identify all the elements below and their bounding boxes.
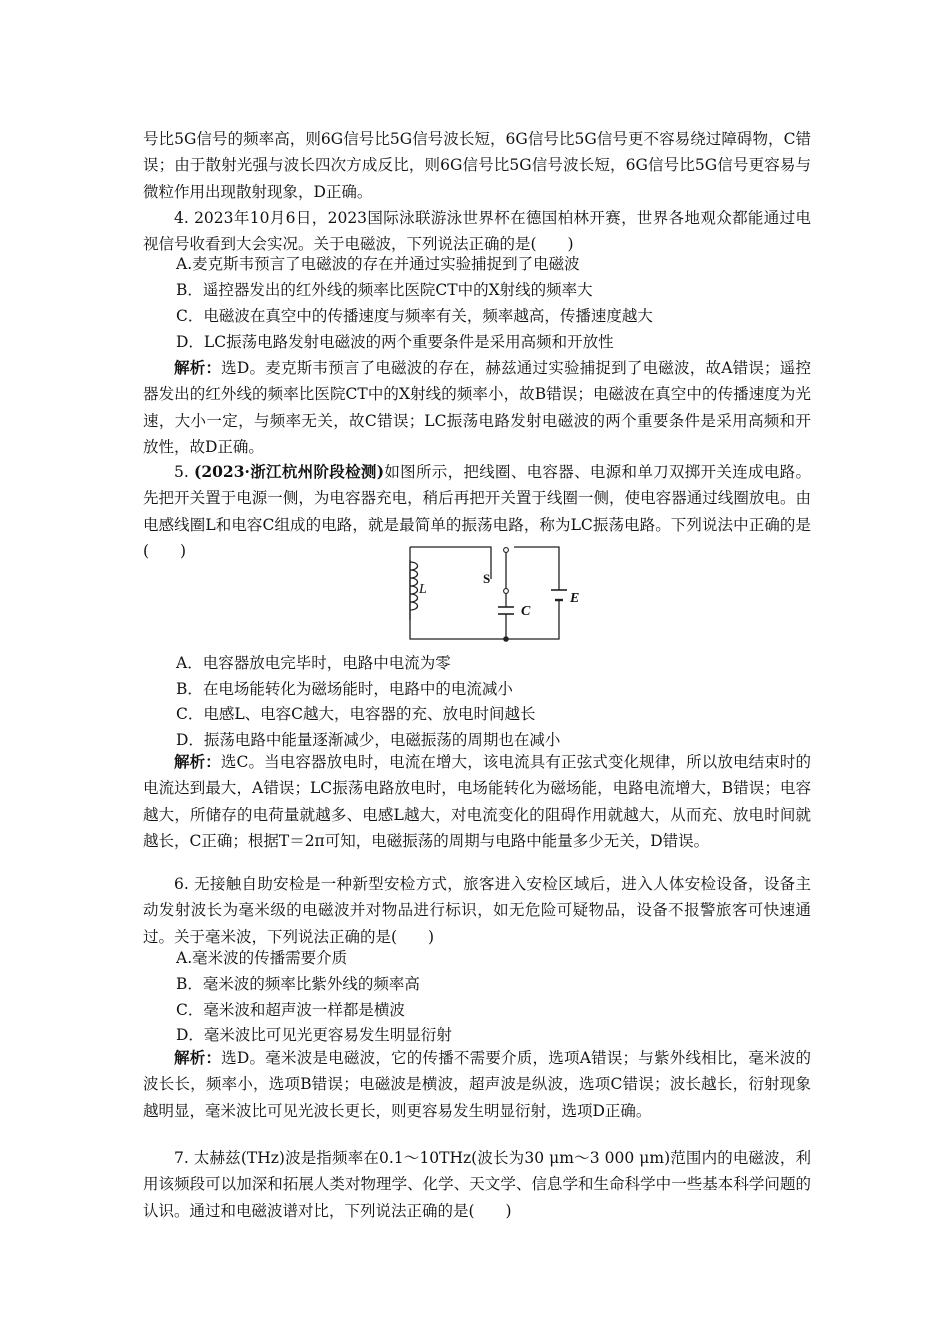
question-6-analysis <box>143 1045 811 1124</box>
question-5-option-d: D．振荡电路中能量逐渐减少，电磁振荡的周期也在减小 <box>176 731 561 749</box>
label-e: E <box>570 591 580 606</box>
lc-circuit-diagram <box>396 542 580 646</box>
previous-analysis-continuation: 号比5G信号的频率高，则6G信号比5G信号波长短，6G信号比5G信号更不容易绕过障碍物，C错误；由于散射光强与波长四次方成反比，则6G信号比5G信号波长短，6G信号比5G信号更容易与微粒作用出现散射现象，D正确。 <box>143 130 811 201</box>
wire-top-left <box>410 547 491 579</box>
wire-top-right <box>514 547 559 590</box>
question-6-option-d: D．毫米波比可见光更容易发生明显衍射 <box>176 1026 452 1044</box>
question-4-option-b: B．遥控器发出的红外线的频率比医院CT中的X射线的频率大 <box>176 281 593 299</box>
analysis-text: 选C。当电容器放电时，电流在增大，该电流具有正弦式变化规律，所以放电结束时的电流达到最大，A错误；LC振荡电路放电时，电场能转化为磁场能，电路电流增大，B错误；电容越大，所储存的电荷量就越多、电感L越大，对电流变化的阻碍作用就越大，从而充、放电时间就越长，C正确；根据T＝2π可知，电磁振荡的周期与电路中能量多少无关，D错误。 <box>143 753 811 851</box>
question-4-option-c: C．电磁波在真空中的传播速度与频率有关，频率越高，传播速度越大 <box>176 307 653 325</box>
switch-contact <box>504 589 509 594</box>
question-5-analysis <box>143 749 811 855</box>
question-5-text: 如图所示，把线圈、电容器、电源和单刀双掷开关连成电路。先把开关置于电源一侧，为电容器充电，稍后再把开关置于线圈一侧，使电容器通过线圈放电。由电感线圈L和电容C组成的电路，就是最简单的振荡电路，称为LC振荡电路。下列说法中正确的是( ) <box>143 463 811 561</box>
label-l: L <box>419 582 427 597</box>
label-c: C <box>521 604 531 619</box>
question-5-source: (2023·浙江杭州阶段检测) <box>194 462 385 481</box>
question-4-analysis <box>143 355 811 461</box>
question-4-stem: 4. 2023年10月6日，2023国际泳联游泳世界杯在德国柏林开赛，世界各地观众都能通过电视信号收看到大会实况。关于电磁波，下列说法正确的是( ) <box>143 209 811 254</box>
inductor-coil <box>410 562 418 610</box>
question-4-option-a: A.麦克斯韦预言了电磁波的存在并通过实验捕捉到了电磁波 <box>176 255 580 273</box>
question-6-option-c: C．毫米波和超声波一样都是横波 <box>176 1001 405 1019</box>
question-7-stem: 7. 太赫兹(THz)波是指频率在0.1～10THz(波长为30 μm～3 000 μm)范围内的电磁波，利用该频段可以加深和拓展人类对物理学、化学、天文学、信息学和生命科学中一些基本科学问题的认识。通过和电磁波谱对比，下列说法正确的是( ) <box>143 1149 811 1220</box>
question-6-option-b: B．毫米波的频率比紫外线的频率高 <box>176 975 420 993</box>
question-4-option-d: D．LC振荡电路发射电磁波的两个重要条件是采用高频和开放性 <box>176 333 614 351</box>
analysis-label: 解析： <box>174 1048 222 1067</box>
analysis-text: 选D。毫米波是电磁波，它的传播不需要介质，选项A错误；与紫外线相比，毫米波的波长长，频率小，选项B错误；电磁波是横波，超声波是纵波，选项C错误；波长越长，衍射现象越明显，毫米波比可见光波长更长，则更容易发生明显衍射，选项D正确。 <box>143 1049 811 1120</box>
switch-pivot <box>504 548 509 553</box>
question-5-option-c: C．电感L、电容C越大，电容器的充、放电时间越长 <box>176 705 536 723</box>
question-5-number: 5. <box>174 463 195 481</box>
junction-dot <box>503 636 509 642</box>
question-5-option-b: B．在电场能转化为磁场能时，电路中的电流减小 <box>176 680 513 698</box>
analysis-label: 解析： <box>174 752 221 771</box>
analysis-text: 选D。麦克斯韦预言了电磁波的存在，赫兹通过实验捕捉到了电磁波，故A错误；遥控器发出的红外线的频率比医院CT中的X射线的频率小，故B错误；电磁波在真空中的传播速度为光速，大小一定，与频率无关，故C错误；LC振荡电路发射电磁波的两个重要条件是采用高频和开放性，故D正确。 <box>143 359 811 457</box>
label-s: S <box>483 571 491 586</box>
analysis-label: 解析： <box>174 358 222 377</box>
question-6-stem: 6. 无接触自助安检是一种新型安检方式，旅客进入安检区域后，进入人体安检设备，设备主动发射波长为毫米级的电磁波并对物品进行标识，如无危险可疑物品，设备不报警旅客可快速通过。关于毫米波，下列说法正确的是( ) <box>143 875 811 946</box>
wire-bottom-loop <box>410 547 559 639</box>
question-5-option-a: A．电容器放电完毕时，电路中电流为零 <box>176 654 451 672</box>
question-6-option-a: A.毫米波的传播需要介质 <box>176 949 348 967</box>
